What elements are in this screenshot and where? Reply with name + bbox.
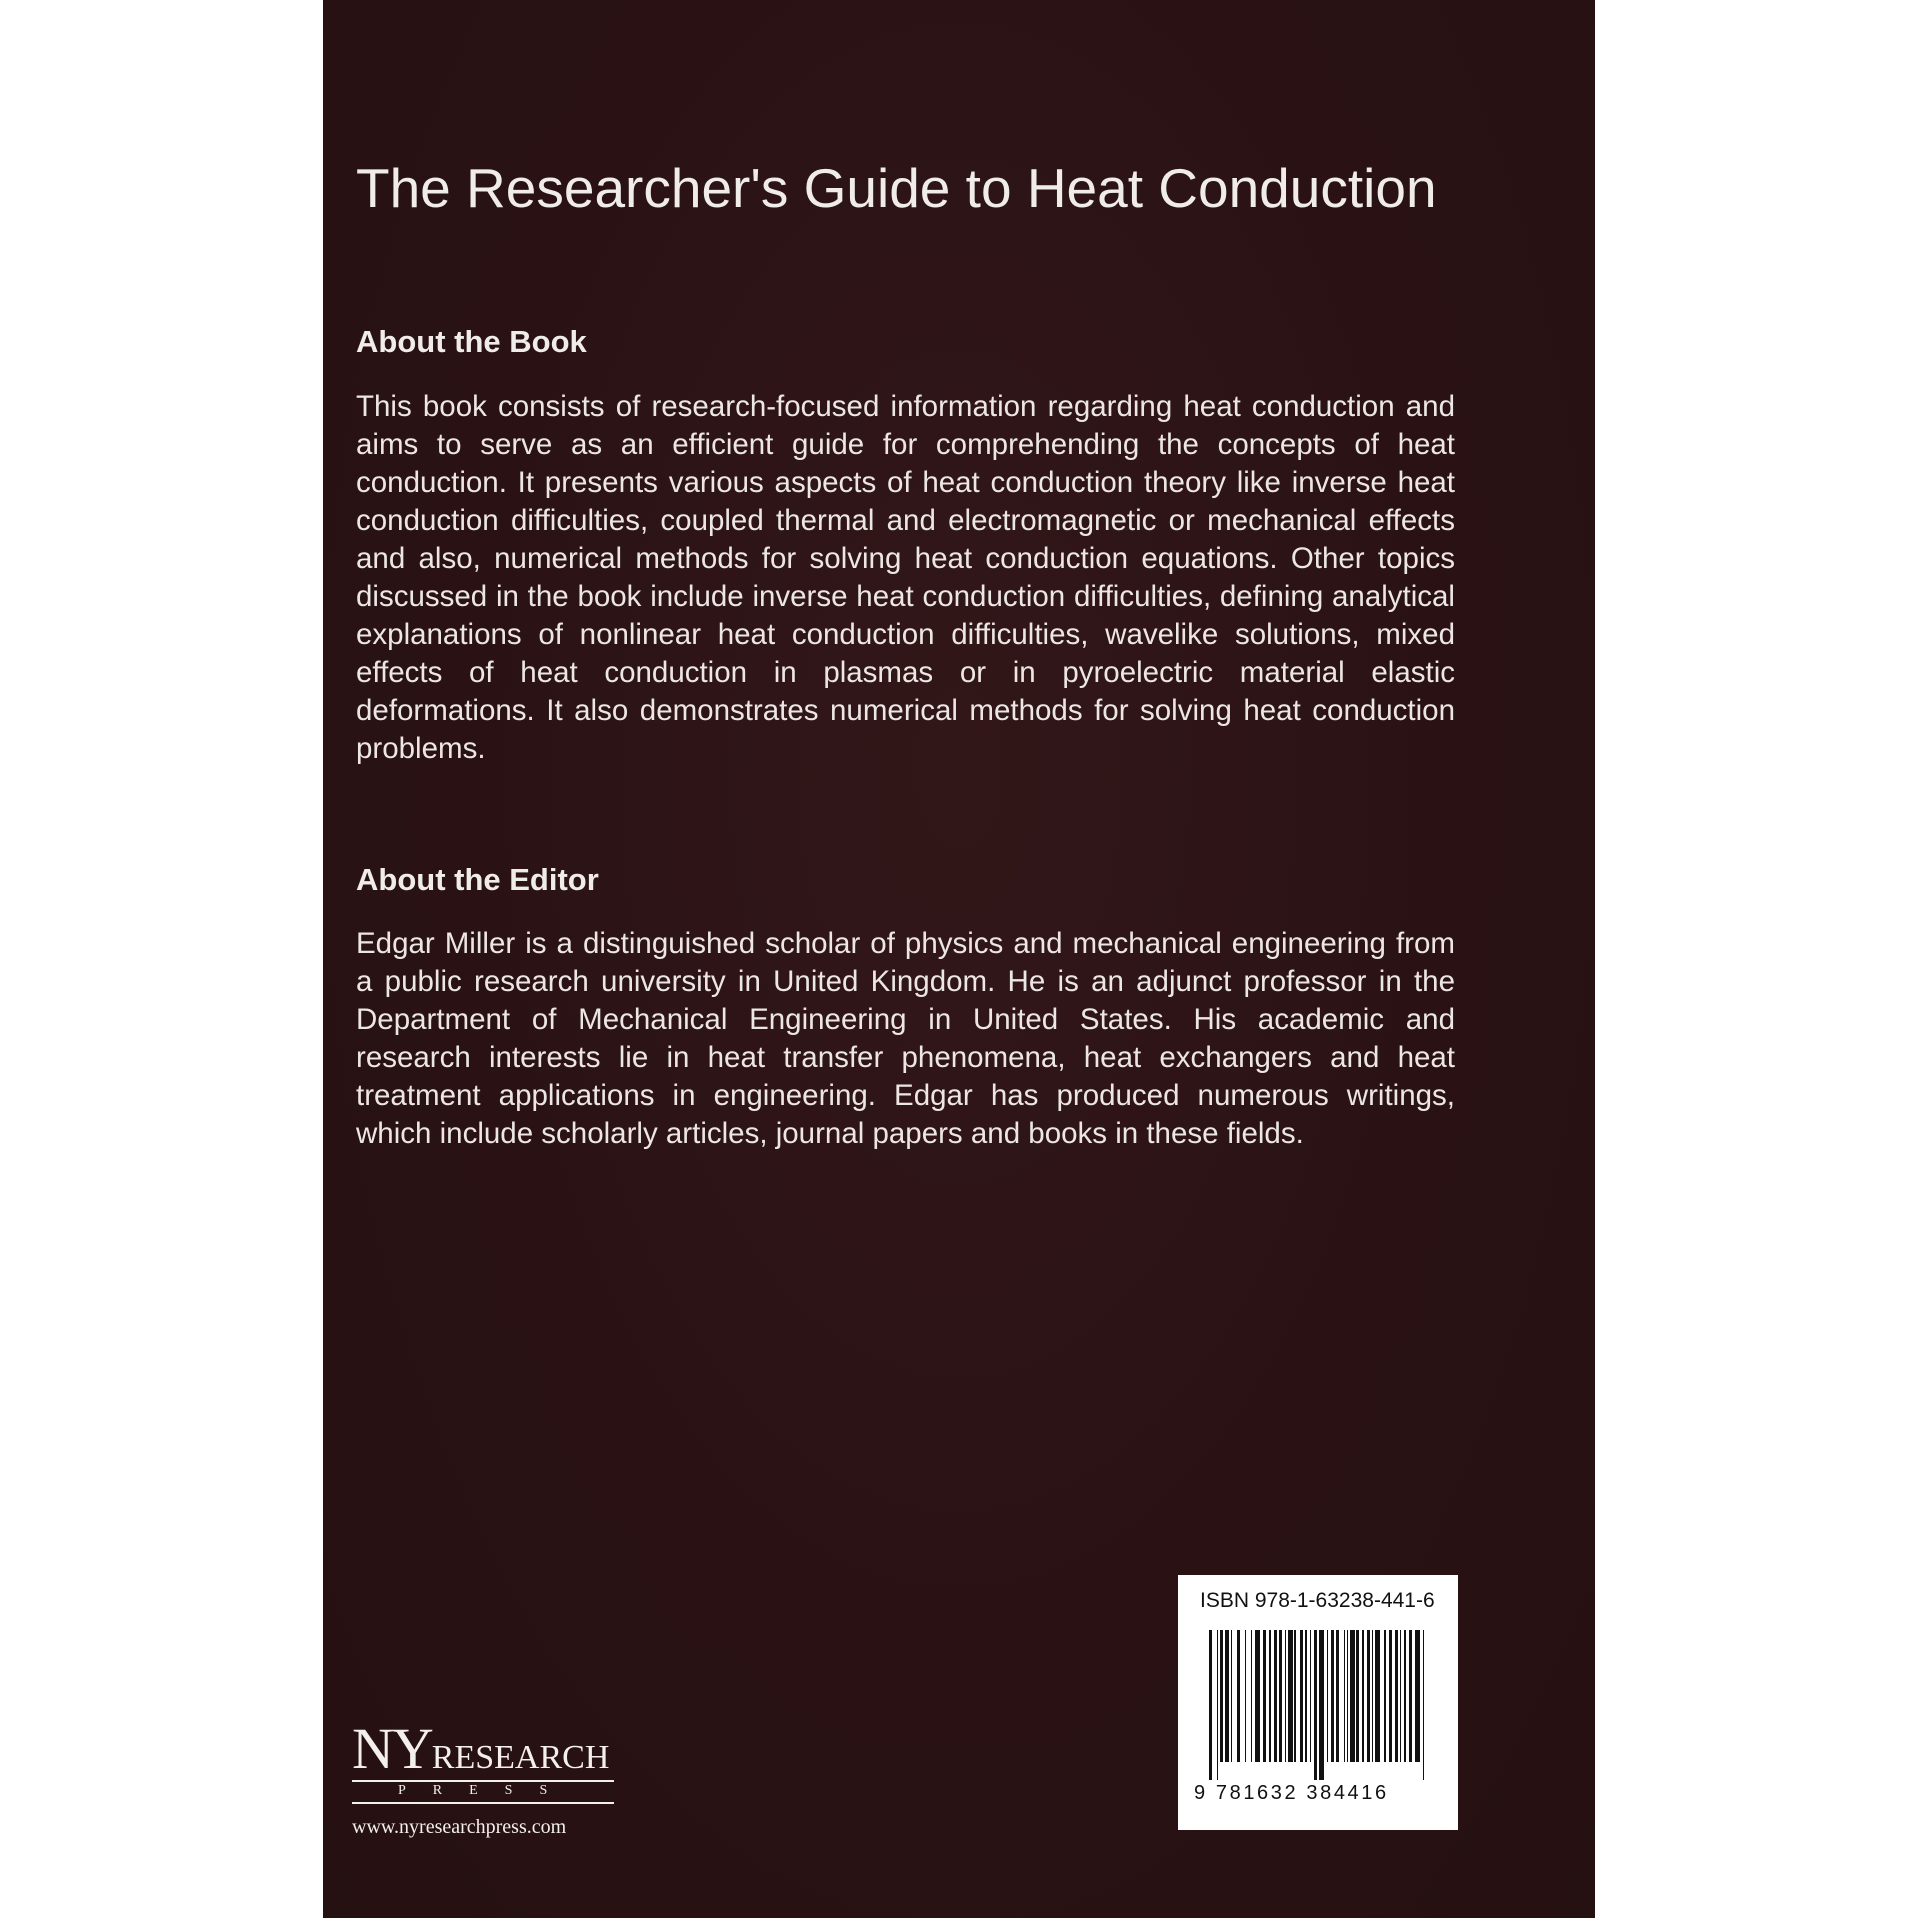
barcode-bar — [1237, 1630, 1240, 1762]
barcode-bar — [1347, 1630, 1349, 1762]
barcode-bar — [1269, 1630, 1271, 1762]
barcode-bar — [1294, 1630, 1296, 1762]
isbn-barcode-box — [1178, 1575, 1458, 1830]
barcode-digits: 9 781632 384416 — [1194, 1782, 1389, 1804]
barcode-bar — [1209, 1630, 1212, 1780]
barcode-bar — [1331, 1630, 1334, 1762]
barcode-bar — [1395, 1630, 1398, 1762]
barcode-bar — [1384, 1630, 1386, 1762]
logo-ny: NY — [352, 1716, 432, 1781]
barcode-bar — [1220, 1630, 1223, 1762]
barcode-bar — [1288, 1630, 1293, 1762]
barcode-bar — [1344, 1630, 1346, 1762]
logo-rule-bottom — [352, 1802, 614, 1804]
barcode-bar — [1375, 1630, 1380, 1762]
barcode-bar — [1423, 1630, 1425, 1780]
barcode-bar — [1389, 1630, 1392, 1762]
barcode-bar — [1356, 1630, 1359, 1762]
publisher-logo — [352, 1716, 622, 1839]
barcode-bar — [1274, 1630, 1277, 1762]
barcode-bar — [1314, 1630, 1317, 1780]
barcode-bar — [1404, 1630, 1406, 1762]
barcode-bar — [1225, 1630, 1230, 1762]
barcode-bar — [1336, 1630, 1339, 1762]
barcode-bar — [1251, 1630, 1253, 1762]
barcode-bar — [1279, 1630, 1282, 1762]
barcode-bar — [1362, 1630, 1364, 1762]
barcode-bar — [1400, 1630, 1402, 1762]
publisher-url: www.nyresearchpress.com — [352, 1816, 567, 1838]
barcode-bar — [1245, 1630, 1247, 1762]
about-editor-heading: About the Editor — [356, 862, 599, 897]
barcode-bar — [1415, 1630, 1420, 1762]
publisher-logo-wordmark — [352, 1716, 622, 1781]
barcode-bar — [1350, 1630, 1355, 1762]
barcode-bar — [1217, 1630, 1219, 1780]
barcode-bar — [1255, 1630, 1260, 1762]
barcode-bar — [1300, 1630, 1303, 1762]
barcode-bar — [1409, 1630, 1412, 1762]
about-editor-text: Edgar Miller is a distinguished scholar of physics and mechanical engineering from a public research university in United Kingdom. He is an adjunct professor in the Department of Mechanical Engineering in United States. His academic and research interests lie in heat transfer phenomena, heat exchangers and heat treatment applications in engineering. Edgar has produced numerous writings, which include scholarly articles, journal papers and books in these fields. — [356, 927, 1455, 1150]
barcode-bars — [1209, 1630, 1429, 1780]
barcode-bar — [1319, 1630, 1324, 1780]
barcode-bar — [1310, 1630, 1312, 1762]
book-title: The Researcher's Guide to Heat Conduction — [356, 157, 1437, 219]
logo-research: RESEARCH — [431, 1739, 610, 1776]
about-book-heading: About the Book — [356, 324, 587, 359]
barcode-bar — [1231, 1630, 1233, 1762]
barcode-bar — [1367, 1630, 1370, 1762]
barcode-bar — [1285, 1630, 1287, 1762]
barcode-bar — [1263, 1630, 1266, 1762]
isbn-label: ISBN 978-1-63238-441-6 — [1200, 1589, 1435, 1612]
barcode-bar — [1327, 1630, 1329, 1762]
barcode-bar — [1372, 1630, 1374, 1762]
barcode-bar — [1305, 1630, 1307, 1762]
logo-press: PRESS — [398, 1783, 575, 1798]
about-book-text: This book consists of research-focused information regarding heat conduction and aims to serve as an efficient guide for comprehending the concepts of heat conduction. It presents various aspects of heat conduction theory like inverse heat conduction difficulties, coupled thermal and electromagnetic or mechanical effects and also, numerical methods for solving heat conduction equations. Other topics discussed in the book include inverse heat conduction difficulties, defining analytical explanations of nonlinear heat conduction difficulties, wavelike solutions, mixed effects of heat conduction in plasmas or in pyroelectric material elastic deformations. It also demonstrates numerical methods for solving heat conduction problems. — [356, 390, 1455, 765]
